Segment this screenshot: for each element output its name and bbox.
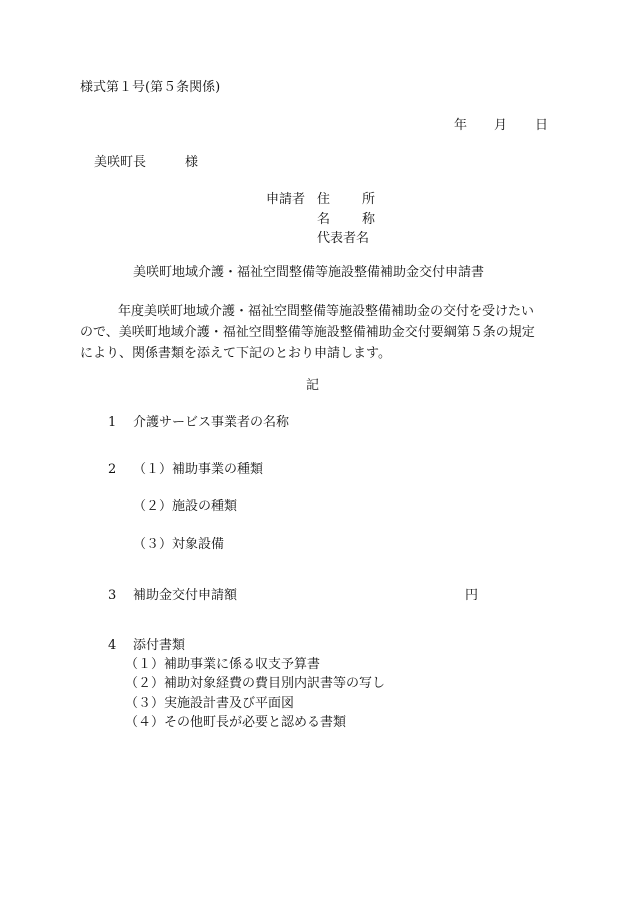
item-2-number: 2 bbox=[108, 462, 117, 477]
date-year-label: 年 bbox=[454, 118, 468, 133]
item-4-number: 4 bbox=[108, 638, 117, 653]
date-day-label: 日 bbox=[535, 118, 549, 133]
item-1-number: 1 bbox=[108, 415, 117, 430]
ki-heading: 記 bbox=[306, 378, 320, 393]
name-char-2: 称 bbox=[361, 212, 375, 227]
item-2-subitem-1: （１）補助事業の種類 bbox=[133, 462, 264, 477]
item-3-number: 3 bbox=[108, 588, 117, 603]
applicant-representative-label: 代表者名 bbox=[317, 231, 370, 246]
applicant-address-label bbox=[317, 192, 375, 208]
attachment-item-3: （３）実施設計書及び平面図 bbox=[125, 696, 295, 711]
item-2-subitem-2: （２）施設の種類 bbox=[133, 499, 238, 514]
yen-unit: 円 bbox=[465, 588, 479, 603]
attachment-item-4: （４）その他町長が必要と認める書類 bbox=[125, 715, 347, 730]
body-line-2: ので、美咲町地域介護・福祉空間整備等施設整備補助金交付要綱第５条の規定 bbox=[80, 325, 535, 340]
addressee-honorific: 様 bbox=[185, 155, 199, 170]
body-line-1: 年度美咲町地域介護・福祉空間整備等施設整備補助金の交付を受けたい bbox=[118, 304, 535, 319]
applicant-name-label bbox=[317, 212, 375, 228]
attachment-item-1: （１）補助事業に係る収支予算書 bbox=[125, 657, 321, 672]
item-2-subitem-3: （３）対象設備 bbox=[133, 537, 225, 552]
item-4-label: 添付書類 bbox=[133, 638, 186, 653]
address-char-1: 住 bbox=[317, 192, 331, 207]
item-1-label: 介護サービス事業者の名称 bbox=[133, 415, 290, 430]
attachment-item-2: （２）補助対象経費の費目別内訳書等の写し bbox=[125, 676, 386, 691]
item-3-label: 補助金交付申請額 bbox=[133, 588, 238, 603]
body-paragraph bbox=[80, 301, 550, 364]
name-char-1: 名 bbox=[317, 212, 331, 227]
applicant-label: 申請者 bbox=[266, 192, 306, 207]
address-char-2: 所 bbox=[361, 192, 375, 207]
document-title: 美咲町地域介護・福祉空間整備等施設整備補助金交付申請書 bbox=[133, 265, 485, 280]
addressee-name: 美咲町長 bbox=[94, 155, 147, 170]
body-line-3: により、関係書類を添えて下記のとおり申請します。 bbox=[80, 346, 391, 361]
form-number: 様式第１号(第５条関係) bbox=[80, 80, 221, 95]
date-month-label: 月 bbox=[494, 118, 508, 133]
